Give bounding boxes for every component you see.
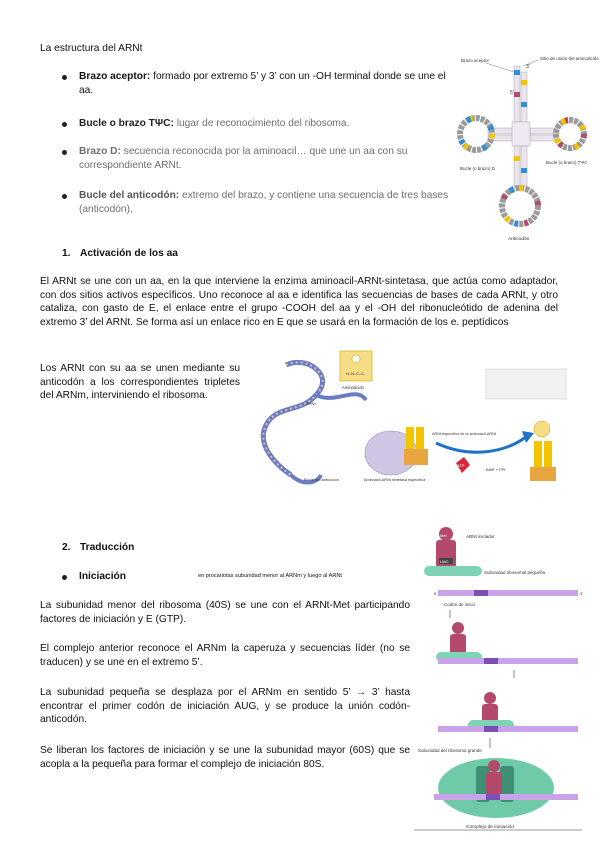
svg-text:5': 5' (434, 591, 437, 596)
iniciacion-term: Iniciación (79, 571, 126, 582)
bullet-dot (62, 122, 67, 127)
label-anticodon: Anticodón (508, 237, 530, 242)
bullet-term: Brazo aceptor: (79, 71, 151, 82)
document-title: La estructura del ARNt (40, 43, 143, 54)
label-sitio-union: Sitio de unión del aminoácido (540, 56, 599, 61)
bullet-text: lugar de reconocimiento del ribosoma. (176, 118, 350, 129)
anticodon-arm (502, 146, 538, 224)
section-1-paragraph: El ARNt se une con un aa, en la que interviene la enzima aminoacil-ARNt-sintetasa, que actúa como adaptador, con dos sitios activos específicos. Uno reconoce al aa e identifica las secuencias de bases de cada ARNt, y otro cataliza, con gasto de E, el enlace entre el grupo -COOH del aa y el -OH del ribonucleótido de adenina del extremo 3’ del ARNt. Se forma así un enlace rico en E que se usará en la formación de los e. peptídicos (40, 276, 558, 328)
label-bucle-tpsic: Bucle (o brazo) TΨC (546, 160, 588, 165)
bullet-text: secuencia reconocida por la aminoacil… que une un aa con su correspondiente ARNt. (79, 146, 408, 171)
svg-text:UAC: UAC (440, 559, 449, 564)
label-amp-ppi: AMP + PPi (486, 467, 506, 472)
bullet-dot (62, 75, 67, 80)
bullet-dot (62, 150, 67, 155)
bullet-term: Brazo D: (79, 146, 121, 157)
label-atp: ATP (457, 463, 465, 468)
section-1-number: 1. (62, 248, 71, 259)
label-3-end: 3' (526, 64, 530, 70)
d-arm (460, 118, 514, 150)
iniciacion-paragraph-1: La subunidad menor del ribosoma (40S) se une con el ARNt-Met participando factores de iniciación y E (GTP). (40, 600, 410, 625)
initiation-figure (414, 520, 584, 836)
trna-cloverleaf-figure (458, 52, 599, 242)
bullet-text: extremo del brazo, y contiene una secuencia de tres bases (anticodón). (79, 190, 449, 215)
iniciacion-note: en procariotas subunidad menor al ARNm y luego al ARNt (198, 573, 342, 579)
label-sintetasa: Aminoacil-ARNt sintetasa específica (364, 478, 426, 482)
label-arnt: ARNt (306, 401, 316, 406)
svg-text:H–N–C–C: H–N–C–C (346, 371, 365, 376)
label-bucle-d: Bucle (o brazo) D (460, 166, 496, 171)
label-subunidad-pequena: Subunidad ribosomal pequeña (484, 570, 546, 575)
label-codon-inicio: Codón de inicio (444, 602, 476, 607)
label-complejo-iniciacion: Complejo de iniciación (466, 825, 514, 830)
label-arnt-iniciador: ARNt iniciador (466, 534, 495, 539)
svg-text:Met: Met (440, 533, 447, 538)
svg-text:3': 3' (580, 591, 583, 596)
label-arnt-especifico: ARNt específico de la aminoacil-ARNt (432, 432, 496, 436)
label-aminoacido: Aminoácido (342, 385, 364, 390)
label-brazo-aceptor: Brazo aceptor (461, 58, 490, 63)
tpsic-arm (530, 120, 584, 148)
iniciacion-paragraph-3: La subunidad pequeña se desplaza por el ARNm en sentido 5’ → 3’ hasta encontrar el primer codón de iniciación AUG, y se produce la unión codón-anticodón. (40, 687, 410, 726)
label-bucle-anticodon: Bucle del anticodón (304, 477, 339, 482)
section-2-number: 2. (62, 542, 71, 553)
section-1-side-text: Los ARNt con su aa se unen mediante su anticodón a los correspondientes tripletes del ARNm, interviniendo el ribosoma. (40, 363, 240, 402)
section-2-heading: Traducción (80, 542, 135, 553)
bullet-term: Bucle del anticodón: (79, 190, 180, 201)
bullet-text: formado por extremo 5’ y 3’ con un -OH terminal donde se une el aa. (79, 71, 446, 96)
section-1-heading: Activación de los aa (80, 248, 178, 259)
bullet-term: Bucle o brazo TΨC: (79, 118, 174, 129)
aa-activation-figure (246, 345, 568, 497)
label-subunidad-grande: Subunidad del ribosoma grande (418, 748, 482, 753)
bullet-dot (62, 575, 67, 580)
iniciacion-paragraph-2: El complejo anterior reconoce el ARNm la caperuza y secuencias líder (no se traducen) y se une en el extremo 5’. (40, 643, 410, 668)
acceptor-stem (514, 66, 527, 122)
label-5-end: 5' (510, 90, 514, 96)
iniciacion-paragraph-4: Se liberan los factores de iniciación y se une la subunidad mayor (60S) que se acopla a la pequeña para formar el complejo de iniciación 80S. (40, 745, 410, 770)
bullet-dot (62, 194, 67, 199)
